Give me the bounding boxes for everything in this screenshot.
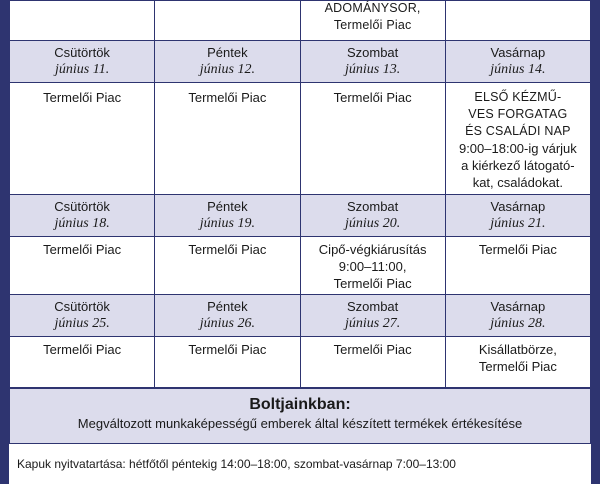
day-name: Péntek — [207, 299, 248, 314]
day-date: június 21. — [490, 216, 546, 231]
event-cell — [155, 337, 300, 388]
event-cell — [10, 83, 155, 195]
event-cell — [445, 237, 590, 295]
day-header-cell — [155, 41, 300, 83]
calendar-table — [9, 0, 591, 388]
week-header-row — [10, 41, 591, 83]
day-header-cell — [155, 195, 300, 237]
top-cell-line-1: ADOMÁNYSOR, — [324, 1, 421, 15]
event-line: Termelői Piac — [188, 342, 267, 357]
event-line: Termelői Piac — [43, 242, 122, 257]
event-line: Termelői Piac — [333, 276, 412, 291]
week-events-row — [10, 237, 591, 295]
day-header-cell — [445, 295, 590, 337]
day-date: június 12. — [199, 62, 255, 77]
shop-title: Boltjainkban: — [249, 396, 351, 413]
shop-text: Megváltozott munkaképességű emberek által készített termékek értékesítése — [77, 416, 523, 431]
event-line: ÉS CSALÁDI NAP — [465, 124, 571, 138]
top-cell-1 — [10, 1, 155, 41]
day-date: június 19. — [199, 216, 255, 231]
event-cell — [155, 83, 300, 195]
event-line: Termelői Piac — [188, 90, 267, 105]
top-cell-line-2: Termelői Piac — [333, 18, 412, 32]
day-date: június 20. — [345, 216, 401, 231]
day-name: Szombat — [346, 45, 399, 60]
day-name: Csütörtök — [54, 45, 110, 60]
top-cell-2 — [155, 1, 300, 41]
day-header-cell — [300, 295, 445, 337]
day-name: Péntek — [207, 199, 248, 214]
event-line: VES FORGATAG — [468, 107, 568, 121]
bottom-cut-text-strip — [9, 444, 591, 484]
top-partial-row — [10, 1, 591, 41]
week-events-row — [10, 337, 591, 388]
day-header-cell — [10, 195, 155, 237]
day-date: június 14. — [490, 62, 546, 77]
day-header-cell — [445, 41, 590, 83]
day-name: Vasárnap — [490, 45, 546, 60]
event-cell — [445, 337, 590, 388]
event-cell — [155, 237, 300, 295]
shop-notice — [9, 388, 591, 444]
top-cell-4 — [445, 1, 590, 41]
event-line: Termelői Piac — [478, 359, 557, 374]
day-date: június 26. — [199, 316, 255, 331]
event-line: Kisállatbörze, — [478, 342, 557, 357]
day-header-cell — [10, 41, 155, 83]
week-header-row — [10, 195, 591, 237]
event-line: Termelői Piac — [43, 342, 122, 357]
event-line: 9:00–18:00-ig várjuk — [458, 141, 577, 156]
week-events-row — [10, 83, 591, 195]
day-name: Csütörtök — [54, 199, 110, 214]
event-cell — [300, 237, 445, 295]
event-cell — [300, 83, 445, 195]
day-date: június 18. — [54, 216, 110, 231]
event-line: a kiérkező látogató- — [461, 158, 575, 173]
day-header-cell — [155, 295, 300, 337]
bottom-cut-text: Kapuk nyitvatartása: hétfőtől péntekig 14:00–18:00, szombat-vasárnap 7:00–13:00 — [17, 457, 456, 471]
event-line: Termelői Piac — [188, 242, 267, 257]
day-name: Csütörtök — [54, 299, 110, 314]
event-cell — [10, 237, 155, 295]
event-line: Termelői Piac — [43, 90, 122, 105]
day-date: június 13. — [345, 62, 401, 77]
day-name: Szombat — [346, 199, 399, 214]
event-line: ELSŐ KÉZMŰ- — [474, 90, 562, 104]
top-cell-3 — [300, 1, 445, 41]
event-line: Termelői Piac — [333, 90, 412, 105]
calendar-frame — [6, 0, 594, 471]
event-line: Termelői Piac — [333, 342, 412, 357]
day-header-cell — [300, 41, 445, 83]
day-name: Péntek — [207, 45, 248, 60]
day-name: Vasárnap — [490, 299, 546, 314]
day-name: Szombat — [346, 299, 399, 314]
event-cell — [10, 337, 155, 388]
day-header-cell — [445, 195, 590, 237]
event-line: kat, családokat. — [472, 175, 564, 190]
day-date: június 28. — [490, 316, 546, 331]
day-header-cell — [10, 295, 155, 337]
event-cell — [445, 83, 590, 195]
day-name: Vasárnap — [490, 199, 546, 214]
event-line: Termelői Piac — [478, 242, 557, 257]
day-date: június 11. — [55, 62, 110, 77]
event-line: Cipő-végkiárusítás — [318, 242, 427, 257]
day-header-cell — [300, 195, 445, 237]
day-date: június 25. — [54, 316, 110, 331]
week-header-row — [10, 295, 591, 337]
event-line: 9:00–11:00, — [338, 259, 407, 274]
event-cell — [300, 337, 445, 388]
day-date: június 27. — [345, 316, 401, 331]
